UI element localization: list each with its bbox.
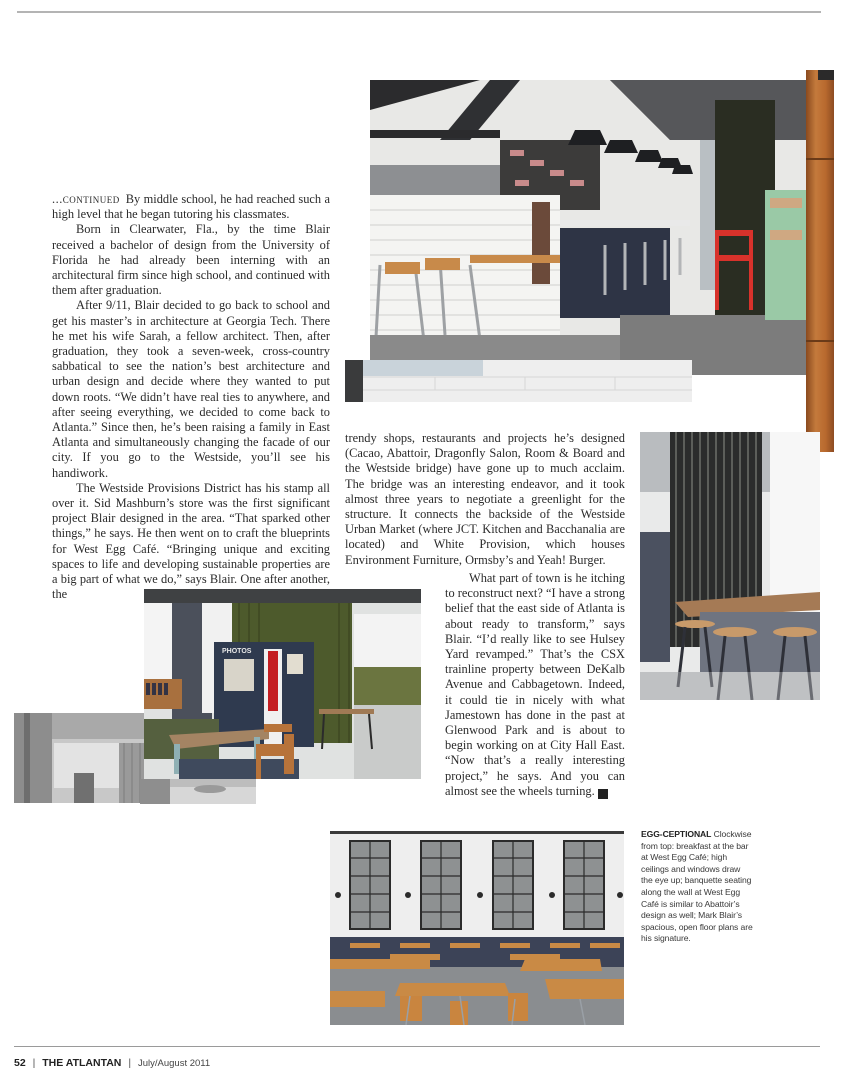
article-column-1 [52,192,330,602]
photo-cafe-bar [370,80,807,375]
footer-separator: | [32,1057,36,1069]
paragraph-text: By middle school, he had reached such a high level that he began tutoring his classmates. [52,192,330,222]
top-rule [17,11,821,13]
dining-room-illustration [330,831,624,1025]
photobooth-lounge-illustration [144,589,421,779]
paragraph: trendy shops, restaurants and projects he’s designed (Cacao, Abattoir, Dragonfly Salon, Room & Board and the Westside bridge) have gone up to much acclaim. The bridge was an interesting endeavor, and it took almost three years to negotiate a greenlight for the structure. It connects the backside of the Westside Urban Market (where JCT. Kitchen and Bacchanalia are located) and White Provision, which houses Environment Furniture, Ormsby’s and Yeah! Burger. [345,431,625,567]
paragraph-text: What part of town is he itching to reconstruct next? “I have a strong belief that the east side of Atlanta is about ready to transform,” says Blair. “I’d really like to see Hulsey Yard revamped.” That’s the CSX trainline property between DeKalb Avenue and Cabbagetown. Indeed, it could tie in nicely with what Jamestown has done in the past at Glenwood Park and is about to begin working on at City Hall East. “Now that’s a really interesting project,” he says. And you can almost see the wheels turning. [445,571,625,798]
caption-text: Clockwise from top: breakfast at the bar at West Egg Café; high ceilings and windows draw the eye up; banquette seating along the wall at West Egg Café is similar to Abattoir’s design as well; Mark Blair’s spacious, open floor plans are his signature. [641,829,753,944]
photo-brick-strip [345,360,692,402]
issue-date: July/August 2011 [137,1058,211,1069]
magazine-name: THE ATLANTAN [42,1057,122,1069]
wood-strip-joint-2 [806,340,834,342]
continued-label: ...continued [52,192,120,206]
paragraph: The Westside Provisions District has his stamp all over it. Sid Mashburn’s store was the first significant project Blair designed in the area. “That sparked other things,” he says. He then went on to craft the blueprints for West Egg Café. “Bringing unique and exciting spaces to life and developing sustainable properties are a big part of what we do,” says Blair. One after another, the [52,480,330,602]
communal-table-illustration [640,432,820,700]
photo-wood-strip [806,70,834,452]
paragraph [52,192,330,222]
photo-photobooth-lounge [144,589,421,779]
photo-caption [641,829,753,945]
table-strip-illustration [140,779,256,804]
wood-strip-joint [806,158,834,160]
caption-lead: EGG-CEPTIONAL [641,829,712,839]
brick-strip-illustration [345,360,692,402]
page-footer [14,1057,210,1069]
footer-separator: | [128,1057,132,1069]
page-number: 52 [14,1057,26,1069]
paragraph: After 9/11, Blair decided to go back to school and get his master’s in architecture at Georgia Tech. There he met his wife Sarah, a fellow architect. Then, after graduation, they took a seven-week, cross-country sabbatical to see the nation’s best architecture and urban design and decide where they wanted to put down roots. “We didn’t have real ties to anywhere, and after seeing everything, we decided to come back to Atlanta.” Since then, he’s been raising a family in East Atlanta and simultaneously changing the facade of our city. If you go to the Westside, you’ll see his handiwork. [52,298,330,480]
bottom-rule [14,1046,820,1047]
paragraph: Born in Clearwater, Fla., by the time Blair received a bachelor of design from the University of Florida he had already been interning with an architectural firm since high school, and continued with them after graduation. [52,222,330,298]
cafe-bar-illustration [370,80,807,375]
photo-communal-table [640,432,820,700]
article-column-3 [445,571,628,799]
booth-sign-text: PHOTOS [222,648,252,655]
end-mark-icon: A [598,789,608,799]
photo-dining-room [330,831,624,1025]
article-column-2 [345,431,625,568]
photo-table-strip [140,779,256,804]
paragraph [445,571,628,799]
wood-strip-dark-top [818,70,834,80]
